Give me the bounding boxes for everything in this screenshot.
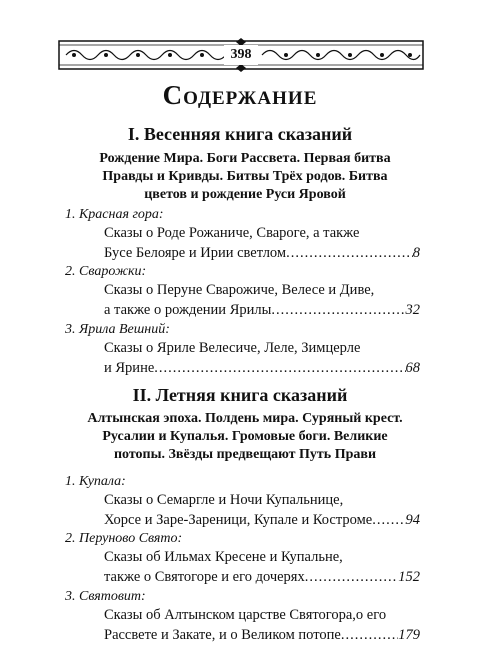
part-description-line: Правды и Кривды. Битвы Трёх родов. Битва <box>102 169 388 184</box>
toc-entry[interactable] <box>104 280 420 320</box>
page-ref: 179 <box>398 627 420 643</box>
part-title: II. Летняя книга сказаний <box>132 385 348 405</box>
toc-entry-line: также о Святогоре и его дочерях <box>104 569 305 585</box>
section-label: 2. Сварожки: <box>65 264 147 279</box>
page-ref: 68 <box>405 360 420 376</box>
part-description-line: Рождение Мира. Боги Рассвета. Первая битва <box>99 151 391 166</box>
page-ref: 152 <box>398 569 420 585</box>
page-ref: 94 <box>405 512 420 528</box>
part-description-line: цветов и рождение Руси Яровой <box>144 187 346 202</box>
toc-entry-line: Сказы о Семаргле и Ночи Купальнице, <box>104 492 344 508</box>
dot-leader <box>286 243 413 263</box>
part-description-line: потопы. Звёзды предвещают Путь Прави <box>113 447 377 462</box>
part-description <box>75 150 415 204</box>
toc-entry-line: Бусе Белояре и Ирии светлом <box>104 245 287 261</box>
toc-entry-leader-line <box>104 300 420 320</box>
toc-entry-line: Сказы об Ильмах Кресене и Купальне, <box>104 549 343 565</box>
part-description <box>75 410 415 464</box>
part-title: I. Весенняя книга сказаний <box>127 124 353 144</box>
dot-leader <box>305 567 399 587</box>
toc-entry-leader-line <box>104 358 420 378</box>
section-label: 3. Святовит: <box>65 589 146 604</box>
toc-entry-line: Рассвете и Закате, и о Великом потопе <box>104 627 341 643</box>
toc-entry-leader-line <box>104 625 420 645</box>
dot-leader <box>154 358 405 378</box>
page-number: 398 <box>224 45 258 65</box>
dot-leader <box>271 300 405 320</box>
section-label: 1. Купала: <box>65 474 126 489</box>
toc-entry-line: Хорсе и Заре-Зареници, Купале и Костроме <box>104 512 373 528</box>
toc-entry-line: Сказы о Перуне Сварожиче, Велесе и Диве, <box>104 282 375 298</box>
ornamental-header <box>58 38 424 72</box>
toc-entry[interactable] <box>104 490 420 530</box>
toc-entry[interactable] <box>104 547 420 587</box>
toc-entry-line: Сказы о Роде Рожаниче, Свароге, а также <box>104 225 360 241</box>
toc-entry-line: Сказы об Алтынском царстве Святогора,о его <box>104 607 387 623</box>
toc-entry-leader-line <box>104 567 420 587</box>
page-title: Содержание <box>162 80 318 110</box>
part-description-line: Русалии и Купалья. Громовые боги. Великие <box>102 429 388 444</box>
toc-entry-line: Сказы о Яриле Велесиче, Леле, Зимцерле <box>104 340 361 356</box>
toc-entry-line: и Ярине <box>104 360 155 376</box>
dot-leader <box>341 625 398 645</box>
page-ref: 8 <box>412 245 420 261</box>
section-label: 2. Перуново Свято: <box>65 531 183 546</box>
page-ref: 32 <box>405 302 420 318</box>
toc-entry[interactable] <box>104 223 420 263</box>
section-label: 1. Красная гора: <box>65 207 164 222</box>
toc-entry-leader-line <box>104 243 420 263</box>
toc-entry[interactable] <box>104 605 420 645</box>
toc-entry-line: а также о рождении Ярилы <box>104 302 272 318</box>
toc-entry[interactable] <box>104 338 420 378</box>
dot-leader <box>372 510 405 530</box>
part-description-line: Алтынская эпоха. Полдень мира. Суряный крест. <box>87 411 403 426</box>
toc-entry-leader-line <box>104 510 420 530</box>
section-label: 3. Ярила Вешний: <box>65 322 170 337</box>
